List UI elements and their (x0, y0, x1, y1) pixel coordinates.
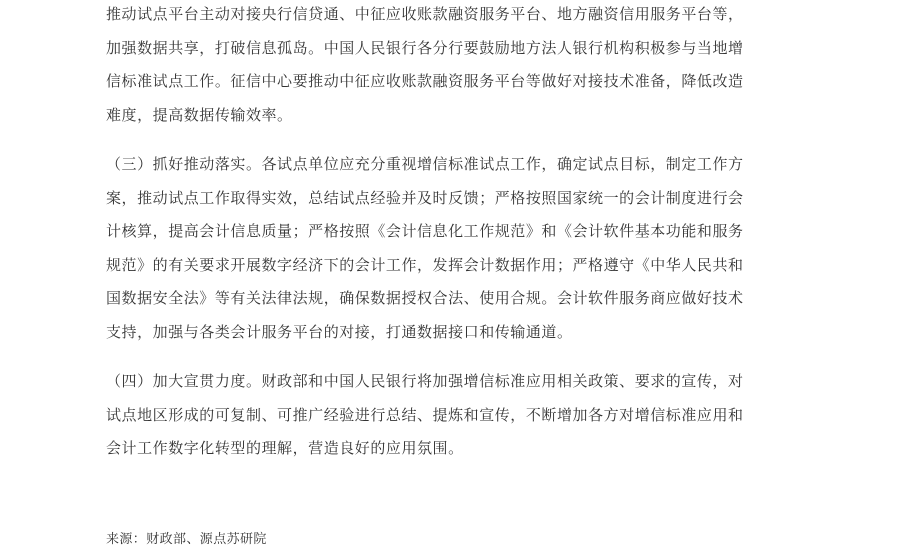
paragraph-publicity: （四）加大宣贯力度。财政部和中国人民银行将加强增信标准应用相关政策、要求的宣传，对 试点地区形成的可复制、可推广经验进行总结、提炼和宣传，不断增加各方对增信标准应用和 会计工作数字化转型的理解，营造良好的应用氛围。 (106, 372, 744, 457)
paragraph-spacer (106, 349, 796, 365)
source-credit: 来源：财政部、源点苏研院 (106, 532, 267, 547)
paragraph-spacer (106, 132, 796, 148)
paragraph-data-sharing: 推动试点平台主动对接央行信贷通、中征应收账款融资服务平台、地方融资信用服务平台等， 加强数据共享，打破信息孤岛。中国人民银行各分行要鼓励地方法人银行机构积极参与当地增 信标准试点工作。征信中心要推动中征应收账款融资服务平台等做好对接技术准备，降低改造 难度，提高数据传输效率。 (106, 5, 744, 124)
paragraph-implementation: （三）抓好推动落实。各试点单位应充分重视增信标准试点工作，确定试点目标，制定工作方 案，推动试点工作取得实效，总结试点经验并及时反馈；严格按照国家统一的会计制度进行会 计核算，提高会计信息质量；严格按照《会计信息化工作规范》和《会计软件基本功能和服务 规范》的有关要求开展数字经济下的会计工作，发挥会计数据作用；严格遵守《中华人民共和 国数据安全法》等有关法律法规，确保数据授权合法、使用合规。会计软件服务商应做好技术 支持，加强与各类会计服务平台的对接，打通数据接口和传输通道。 (106, 155, 744, 341)
article-body (106, 0, 796, 466)
